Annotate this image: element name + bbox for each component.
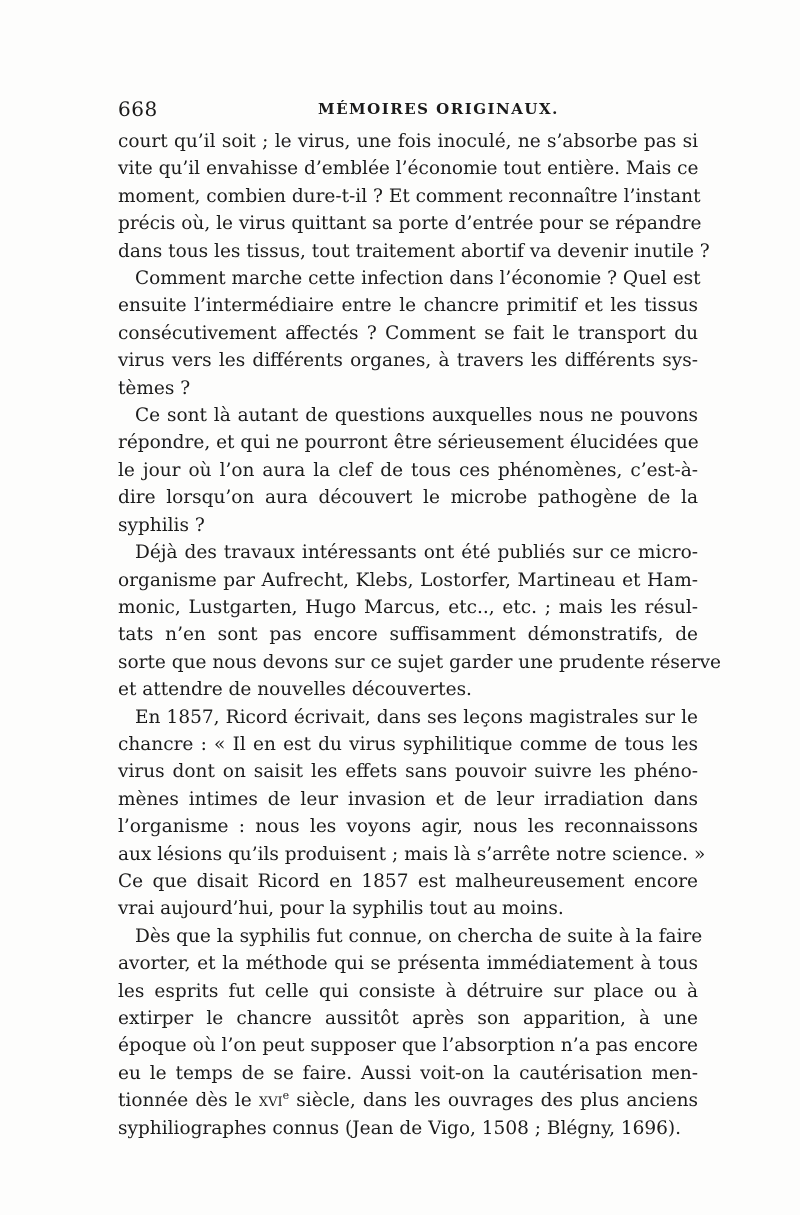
text-line: dans tous les tissus, tout traitement abortif va devenir inutile ? [118, 240, 710, 262]
text-line: organisme par Aufrecht, Klebs, Lostorfer, Martineau et Ham- [118, 569, 698, 591]
text-line: le jour où l’on aura la clef de tous ces phénomènes, c’est-à- [118, 459, 698, 481]
text-line: tèmes ? [118, 377, 191, 399]
paragraph [118, 402, 698, 539]
text-line: tats n’en sont pas encore suffisamment démonstratifs, de [118, 624, 698, 646]
body-text [118, 128, 722, 1142]
text-line: court qu’il soit ; le virus, une fois inoculé, ne s’absorbe pas si [118, 131, 698, 152]
text-line: virus vers les différents organes, à travers les différents sys- [118, 350, 698, 372]
text-line: Dès que la syphilis fut connue, on chercha de suite à la faire [135, 925, 703, 947]
text-line: époque où l’on peut supposer que l’absorption n’a pas encore [118, 1035, 698, 1057]
text-line: Comment marche cette infection dans l’économie ? Quel est [135, 268, 701, 290]
text-line: et attendre de nouvelles découvertes. [118, 679, 472, 701]
text-line: syphilis ? [118, 514, 205, 536]
paragraph [118, 923, 703, 1142]
text-line: mènes intimes de leur invasion et de leur irradiation dans [118, 788, 698, 810]
text-line: précis où, le virus quittant sa porte d’entrée pour se répandre [118, 213, 702, 235]
text-line: consécutivement affectés ? Comment se fait le transport du [118, 322, 698, 344]
text-line: En 1857, Ricord écrivait, dans ses leçons magistrales sur le [135, 706, 698, 728]
text-line: dire lorsqu’on aura découvert le microbe pathogène de la [118, 487, 698, 509]
paragraph [118, 128, 710, 265]
text-line: vrai aujourd’hui, pour la syphilis tout au moins. [118, 898, 564, 920]
text-line: Ce sont là autant de questions auxquelles nous ne pouvons [135, 405, 698, 427]
running-head: MÉMOIRES ORIGINAUX. [318, 100, 559, 118]
text-line: extirper le chancre aussitôt après son apparition, à une [118, 1008, 698, 1029]
text-line: chancre : « Il en est du virus syphilitique comme de tous les [118, 733, 698, 755]
text-line: virus dont on saisit les effets sans pouvoir suivre les phéno- [118, 761, 698, 783]
text-line: aux lésions qu’ils produisent ; mais là s’arrête notre science. » [118, 843, 706, 865]
text-line: eu le temps de se faire. Aussi voit-on la cautérisation men- [118, 1062, 698, 1084]
page-header [118, 97, 700, 123]
text-line: sorte que nous devons sur ce sujet garder une prudente réserve [118, 651, 722, 673]
text-line: tionnée dès le xvi$^e$ siècle, dans les ouvrages des plus anciens [118, 1089, 698, 1112]
paragraph [118, 265, 701, 402]
text-line: l’organisme : nous les voyons agir, nous les reconnaissons [118, 816, 698, 838]
paragraph [118, 704, 706, 923]
text-line: syphiliographes connus (Jean de Vigo, 1508 ; Blégny, 1696). [118, 1117, 682, 1139]
text-line: ensuite l’intermédiaire entre le chancre primitif et les tissus [118, 295, 698, 317]
text-line: les esprits fut celle qui consiste à détruire sur place ou à [118, 980, 698, 1002]
page-number: 668 [118, 97, 158, 121]
text-line: répondre, et qui ne pourront être sérieusement élucidées que [118, 432, 699, 454]
text-line: Ce que disait Ricord en 1857 est malheureusement encore [118, 870, 698, 892]
text-line: monic, Lustgarten, Hugo Marcus, etc.., etc. ; mais les résul- [118, 596, 698, 618]
text-line: Déjà des travaux intéressants ont été publiés sur ce micro- [135, 542, 698, 564]
text-line: vite qu’il envahisse d’emblée l’économie tout entière. Mais ce [118, 158, 699, 180]
text-line: avorter, et la méthode qui se présenta immédiatement à tous [118, 953, 698, 975]
paragraph [118, 539, 722, 703]
text-line: moment, combien dure-t-il ? Et comment reconnaître l’instant [118, 185, 701, 207]
